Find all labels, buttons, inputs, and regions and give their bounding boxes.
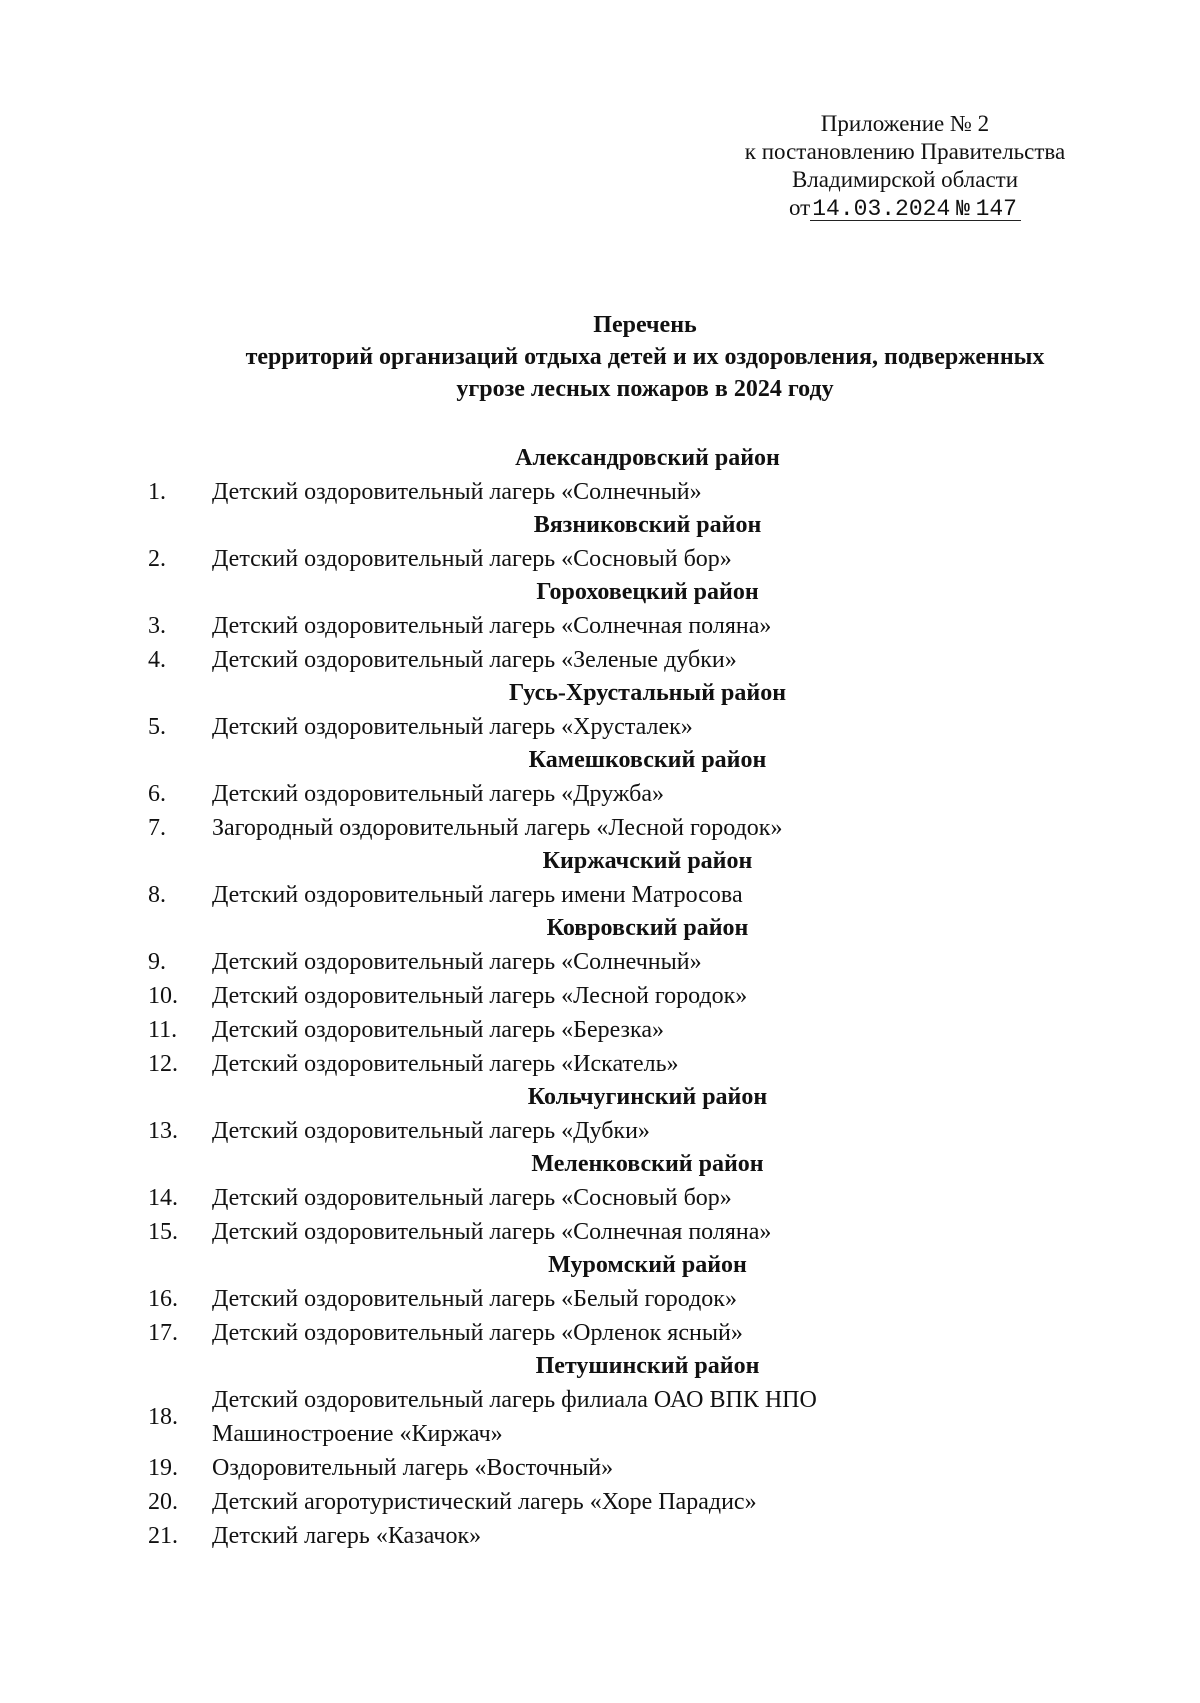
item-number: 11.	[148, 1017, 178, 1043]
district-heading: Гороховецкий район	[536, 579, 759, 605]
district-heading: Кольчугинский район	[527, 1084, 768, 1110]
appendix-reference	[715, 110, 1095, 223]
district-heading: Меленковский район	[531, 1151, 764, 1177]
item-text: Детский оздоровительный лагерь «Солнечная поляна»	[212, 1219, 772, 1245]
district-heading: Ковровский район	[546, 915, 749, 941]
item-text: Детский оздоровительный лагерь «Березка»	[212, 1017, 664, 1043]
title-line-1: Перечень	[593, 312, 697, 338]
item-text: Детский оздоровительный лагерь «Сосновый бор»	[212, 546, 732, 572]
appendix-resolution: к постановлению Правительства	[744, 139, 1066, 164]
item-number: 1.	[148, 479, 166, 505]
list-item	[0, 1013, 1200, 1047]
list-item	[0, 1181, 1200, 1215]
item-text: Детский оздоровительный лагерь «Искатель»	[212, 1051, 679, 1077]
item-number: 18.	[148, 1404, 178, 1430]
list-item	[0, 609, 1200, 643]
item-text: Детский оздоровительный лагерь «Сосновый бор»	[212, 1185, 732, 1211]
item-text: Детский оздоровительный лагерь «Солнечный»	[212, 479, 702, 505]
item-number: 20.	[148, 1489, 178, 1515]
item-number: 7.	[148, 815, 166, 841]
appendix-date-field	[810, 195, 1021, 221]
list-item	[0, 1383, 1200, 1451]
district-heading: Киржачский район	[542, 848, 753, 874]
item-text: Детский агоротуристический лагерь «Хоре Парадис»	[212, 1489, 757, 1515]
list-item	[0, 542, 1200, 576]
appendix-number-sign: №	[956, 196, 970, 222]
list-item	[0, 878, 1200, 912]
item-text: Детский лагерь «Казачок»	[212, 1523, 482, 1549]
item-number: 8.	[148, 882, 166, 908]
item-number: 4.	[148, 647, 166, 673]
item-number: 5.	[148, 714, 166, 740]
list-item	[0, 475, 1200, 509]
district-heading: Александровский район	[515, 445, 780, 471]
district-heading: Петушинский район	[535, 1353, 760, 1379]
appendix-date-prefix: от	[788, 195, 811, 220]
item-text: Детский оздоровительный лагерь «Солнечный»	[212, 949, 702, 975]
district-heading: Камешковский район	[528, 747, 767, 773]
item-text: Детский оздоровительный лагерь «Белый городок»	[212, 1286, 737, 1312]
list-item	[0, 1519, 1200, 1553]
list-item	[0, 979, 1200, 1013]
list-item	[0, 1316, 1200, 1350]
item-text: Оздоровительный лагерь «Восточный»	[212, 1455, 614, 1481]
list-item	[0, 643, 1200, 677]
list-item	[0, 945, 1200, 979]
item-text: Детский оздоровительный лагерь «Солнечная поляна»	[212, 613, 772, 639]
item-number: 14.	[148, 1185, 178, 1211]
title-line-2: территорий организаций отдыха детей и их оздоровления, подверженных	[245, 344, 1045, 370]
item-number: 16.	[148, 1286, 178, 1312]
item-text: Детский оздоровительный лагерь «Лесной городок»	[212, 983, 748, 1009]
item-text: Детский оздоровительный лагерь «Хрусталек»	[212, 714, 693, 740]
list-item	[0, 1114, 1200, 1148]
item-text: Детский оздоровительный лагерь имени Матросова	[212, 882, 743, 908]
item-text: Детский оздоровительный лагерь «Дружба»	[212, 781, 665, 807]
document-title	[160, 309, 1130, 405]
item-text	[212, 1383, 1072, 1451]
district-heading: Муромский район	[548, 1252, 747, 1278]
item-number: 2.	[148, 546, 166, 572]
item-number: 21.	[148, 1523, 178, 1549]
list-item	[0, 777, 1200, 811]
item-number: 15.	[148, 1219, 178, 1245]
district-heading: Гусь-Хрустальный район	[508, 680, 787, 706]
appendix-number: 147	[975, 196, 1017, 222]
item-number: 17.	[148, 1320, 178, 1346]
territory-list	[0, 442, 1200, 1553]
list-item	[0, 811, 1200, 845]
list-item	[0, 710, 1200, 744]
list-item	[0, 1485, 1200, 1519]
item-number: 10.	[148, 983, 178, 1009]
item-text: Загородный оздоровительный лагерь «Лесной городок»	[212, 815, 783, 841]
item-text-line-1: Детский оздоровительный лагерь филиала ОАО ВПК НПО	[212, 1387, 817, 1413]
list-item	[0, 1451, 1200, 1485]
item-number: 6.	[148, 781, 166, 807]
item-text: Детский оздоровительный лагерь «Дубки»	[212, 1118, 650, 1144]
appendix-region: Владимирской области	[791, 167, 1019, 192]
item-number: 9.	[148, 949, 166, 975]
appendix-date-line	[715, 194, 1095, 223]
list-item	[0, 1215, 1200, 1249]
appendix-title: Приложение № 2	[820, 111, 990, 136]
item-text-line-2: Машиностроение «Киржач»	[212, 1421, 503, 1447]
appendix-date: 14.03.2024	[812, 196, 951, 222]
list-item	[0, 1047, 1200, 1081]
item-number: 12.	[148, 1051, 178, 1077]
item-number: 3.	[148, 613, 166, 639]
item-text: Детский оздоровительный лагерь «Зеленые дубки»	[212, 647, 737, 673]
district-heading: Вязниковский район	[533, 512, 762, 538]
title-line-3: угрозе лесных пожаров в 2024 году	[456, 376, 834, 402]
item-text: Детский оздоровительный лагерь «Орленок ясный»	[212, 1320, 743, 1346]
item-number: 19.	[148, 1455, 178, 1481]
item-number: 13.	[148, 1118, 178, 1144]
list-item	[0, 1282, 1200, 1316]
